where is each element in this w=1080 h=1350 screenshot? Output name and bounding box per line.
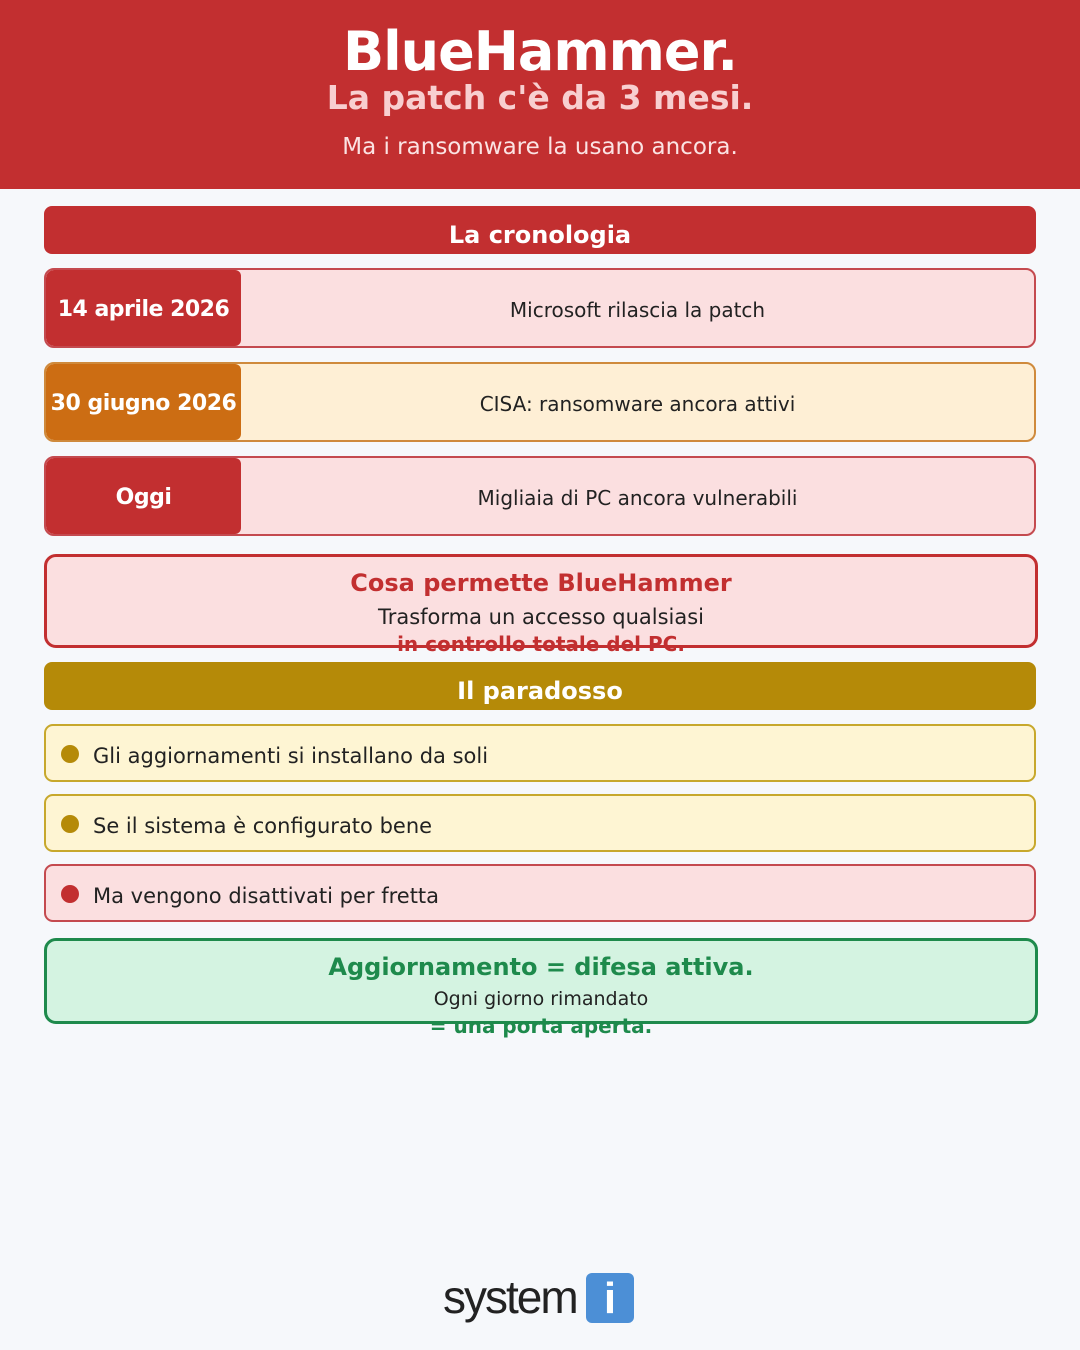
timeline-row (44, 456, 1036, 536)
conclusion-emphasis: = una porta aperta. (429, 1014, 653, 1038)
logo-wordmark: system (443, 1271, 577, 1323)
paradox-item-text: Gli aggiornamenti si installano da soli (93, 744, 489, 768)
timeline-event: Migliaia di PC ancora vulnerabili (477, 486, 798, 510)
bullet-dot-icon (61, 885, 79, 903)
brand-logo (443, 1270, 643, 1330)
paradox-item-text: Ma vengono disattivati per fretta (93, 884, 440, 908)
timeline-date: 30 giugno 2026 (46, 364, 241, 440)
paradox-item-text: Se il sistema è configurato bene (93, 814, 433, 838)
header (0, 0, 1080, 189)
page-title: BlueHammer. (343, 20, 737, 83)
timeline-row (44, 268, 1036, 348)
conclusion-box (44, 938, 1038, 1038)
page-subtitle: La patch c'è da 3 mesi. (326, 78, 754, 117)
timeline-date: 14 aprile 2026 (46, 270, 241, 346)
timeline-date: Oggi (46, 458, 241, 534)
conclusion-title: Aggiornamento = difesa attiva. (328, 953, 754, 981)
timeline-row (44, 362, 1036, 442)
paradox-item (44, 864, 1036, 922)
capability-emphasis: in controllo totale del PC. (397, 632, 685, 656)
timeline-event: CISA: ransomware ancora attivi (479, 392, 796, 416)
logo-i-icon: i (586, 1273, 634, 1323)
capability-box (44, 554, 1038, 656)
paradox-heading: Il paradosso (44, 662, 1036, 710)
bullet-dot-icon (61, 745, 79, 763)
timeline-event: Microsoft rilascia la patch (509, 298, 766, 322)
page-tagline: Ma i ransomware la usano ancora. (342, 134, 738, 160)
conclusion-text: Ogni giorno rimandato (433, 988, 649, 1010)
capability-title: Cosa permette BlueHammer (350, 569, 732, 597)
paradox-item (44, 724, 1036, 782)
capability-text: Trasforma un accesso qualsiasi (377, 605, 705, 629)
paradox-item (44, 794, 1036, 852)
timeline-heading: La cronologia (44, 206, 1036, 254)
bullet-dot-icon (61, 815, 79, 833)
